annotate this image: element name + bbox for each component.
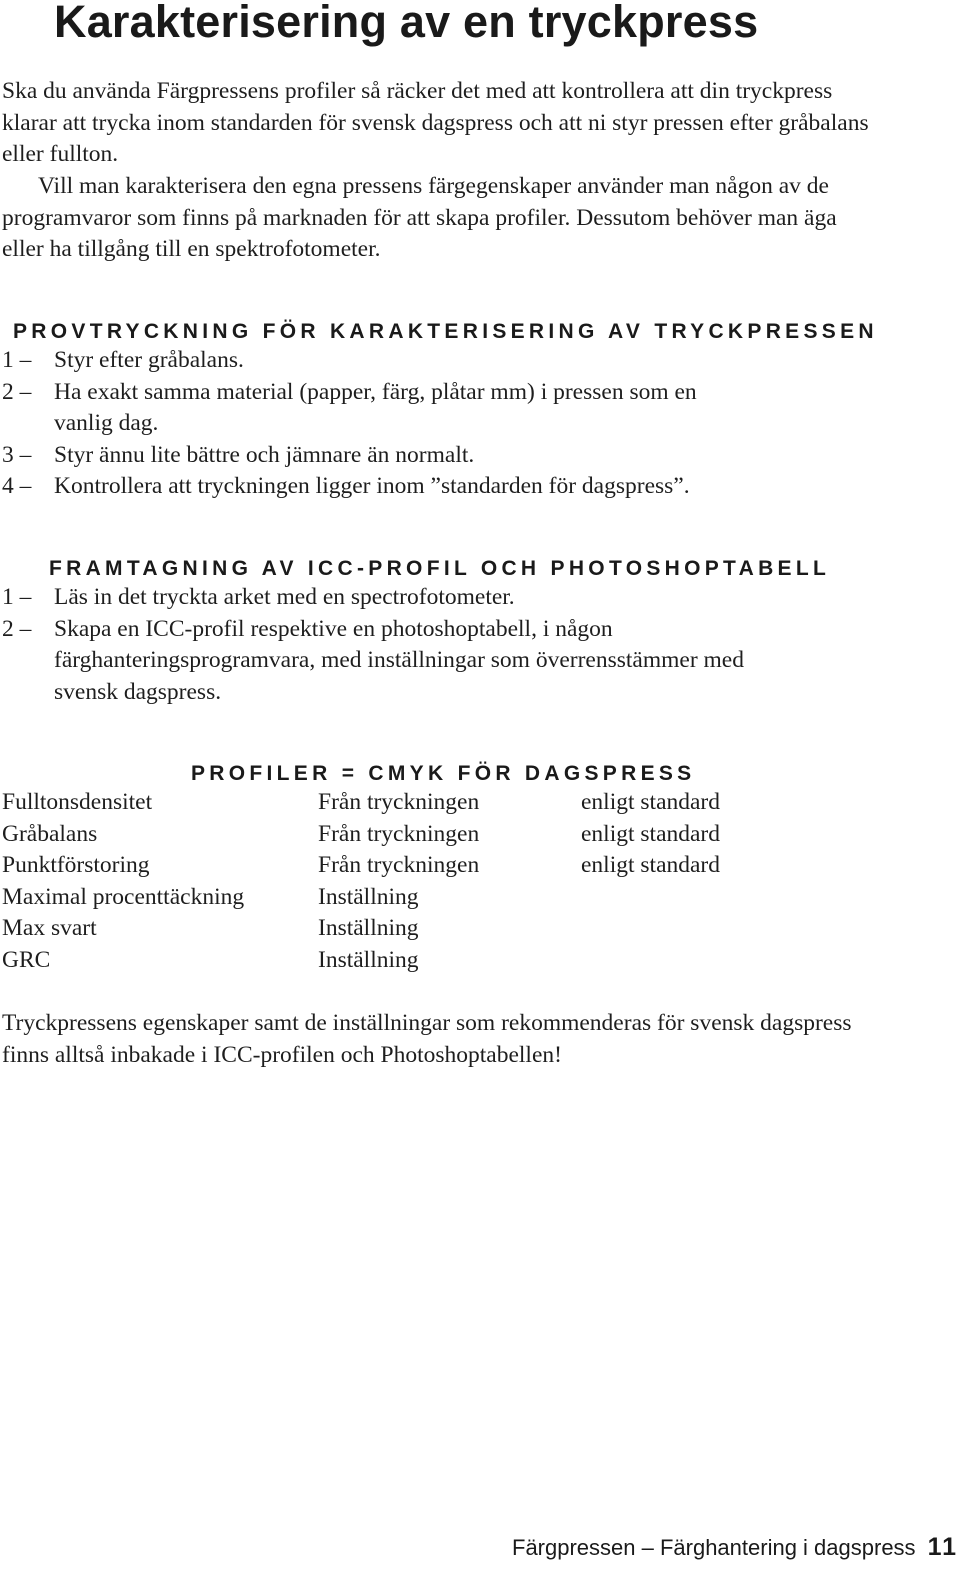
list-item — [2, 582, 762, 614]
list-item-text: Läs in det tryckta arket med en spectrofotometer. — [54, 584, 515, 610]
framtagning-list — [2, 582, 762, 708]
table-cell-note — [581, 882, 781, 914]
section-heading-framtagning: FRAMTAGNING AV ICC-PROFIL OCH PHOTOSHOPTABELL — [49, 557, 831, 580]
table-row — [2, 913, 781, 945]
page-number: 11 — [927, 1533, 958, 1561]
table-cell-source: Från tryckningen — [318, 789, 480, 815]
provtryckning-list — [2, 345, 722, 503]
list-item-text: Styr efter gråbalans. — [54, 347, 244, 373]
table-cell-note: enligt standard — [581, 820, 721, 847]
table-cell-note: enligt standard — [581, 852, 721, 879]
table-cell-source: Från tryckningen — [318, 820, 480, 847]
table-cell-source: Inställning — [318, 946, 419, 973]
table-cell-source: Inställning — [318, 915, 419, 942]
list-item-text: Kontrollera att tryckningen ligger inom ”standarden för dagspress”. — [54, 473, 690, 500]
footer-text: Färgpressen – Färghantering i dagspress — [512, 1535, 916, 1560]
list-item-text: Styr ännu lite bättre och jämnare än normalt. — [54, 441, 475, 468]
list-item-number: 3 – — [2, 441, 32, 468]
table-row — [2, 819, 781, 851]
table-cell-parameter: GRC — [2, 946, 51, 973]
section-heading-provtryckning: PROVTRYCKNING FÖR KARAKTERISERING AV TRYCKPRESSEN — [13, 320, 878, 343]
list-item-number: 1 – — [2, 584, 32, 610]
closing-paragraph: Tryckpressens egenskaper samt de inställningar som rekommenderas för svensk dagspress finns alltså inbakade i ICC-profilen och Photoshoptabellen! — [2, 1010, 852, 1068]
table-cell-parameter: Fulltonsdensitet — [2, 789, 153, 815]
list-item — [2, 377, 722, 440]
profiler-table — [2, 787, 781, 977]
table-cell-source: Inställning — [318, 883, 419, 910]
list-item-text: Skapa en ICC-profil respektive en photoshoptabell, i någon färghanteringsprogramvara, med inställningar som överrensstämmer med svensk dagspress. — [54, 615, 744, 705]
table-row — [2, 945, 781, 977]
list-item-number: 1 – — [2, 347, 32, 373]
intro-paragraph-1: Ska du använda Färgpressens profiler så räcker det med att kontrollera att din tryckpress klarar att trycka inom standarden för svensk dagspress och att ni styr pressen efter gråbalans eller fullton. — [2, 78, 869, 168]
page-title: Karakterisering av en tryckpress — [54, 0, 759, 47]
list-item-number: 2 – — [2, 378, 32, 405]
list-item-number: 2 – — [2, 615, 32, 642]
list-item — [2, 471, 722, 503]
list-item — [2, 614, 762, 709]
table-row — [2, 882, 781, 914]
section-heading-profiler: PROFILER = CMYK FÖR DAGSPRESS — [191, 762, 696, 785]
table-cell-note — [581, 945, 781, 977]
table-cell-parameter: Gråbalans — [2, 820, 98, 847]
table-cell-parameter: Punktförstoring — [2, 852, 150, 879]
table-cell-parameter: Maximal procenttäckning — [2, 883, 245, 910]
list-item-number: 4 – — [2, 473, 32, 500]
table-cell-note: enligt standard — [581, 789, 721, 815]
list-item — [2, 345, 722, 377]
list-item — [2, 440, 722, 472]
table-cell-note — [581, 913, 781, 945]
intro-paragraph-2: Vill man karakterisera den egna pressens färgegenskaper använder man någon av de programvaror som finns på marknaden för att skapa profiler. Dessutom behöver man äga eller ha tillgång till en spektrofotometer. — [2, 173, 837, 263]
table-cell-parameter: Max svart — [2, 915, 97, 942]
table-row — [2, 850, 781, 882]
table-cell-source: Från tryckningen — [318, 852, 480, 879]
page-footer — [512, 1533, 958, 1562]
table-row — [2, 787, 781, 819]
list-item-text: Ha exakt samma material (papper, färg, plåtar mm) i pressen som en vanlig dag. — [54, 378, 697, 437]
